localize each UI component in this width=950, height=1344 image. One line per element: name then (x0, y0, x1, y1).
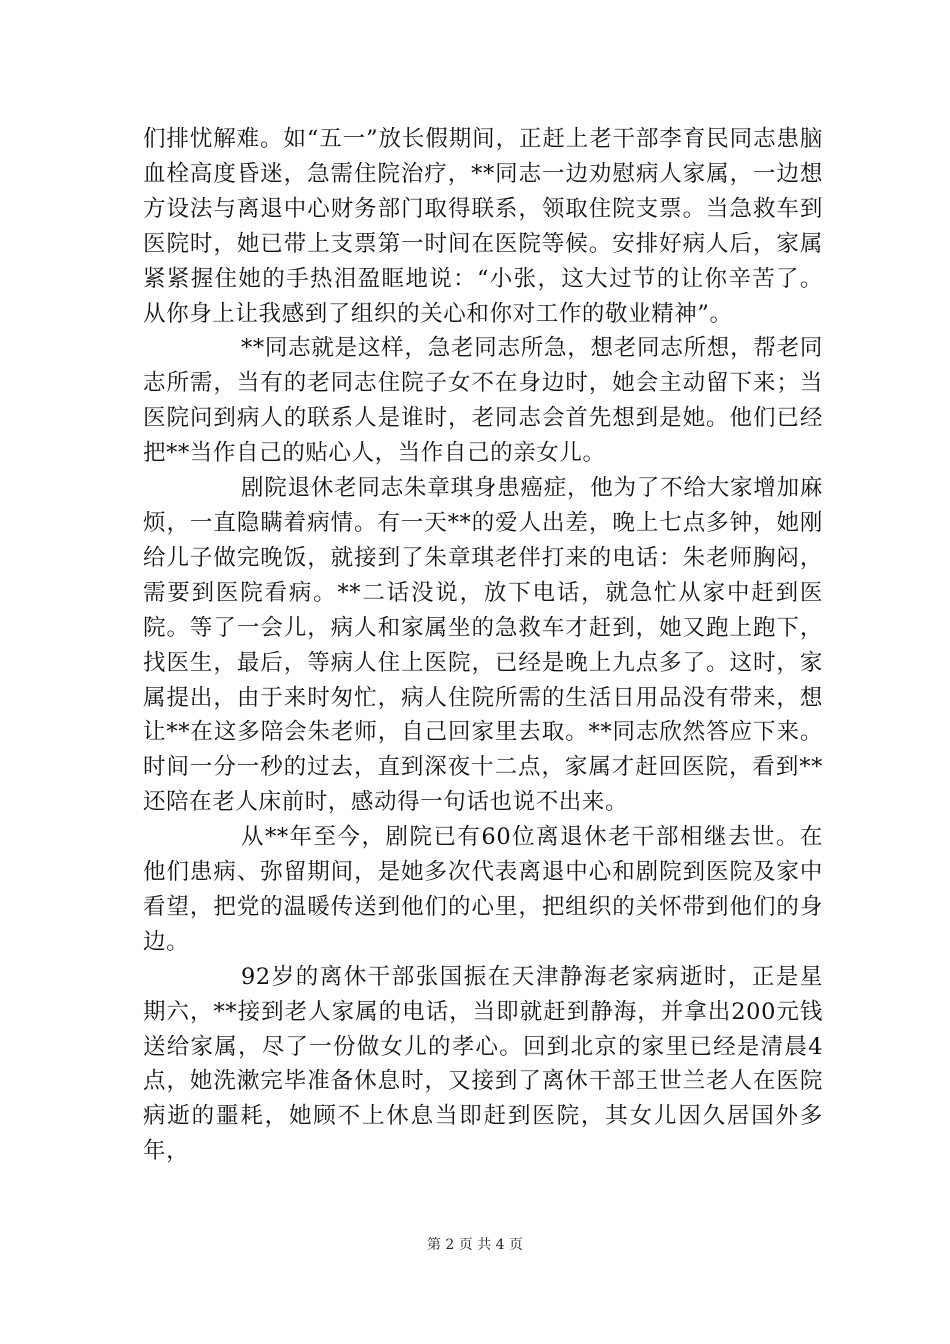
paragraph-5: 92岁的离休干部张国振在天津静海老家病逝时，正是星期六，**接到老人家属的电话，当即就赶到静海，并拿出200元钱送给家属，尽了一份做女儿的孝心。回到北京的家里已经是清晨4点，她洗漱完毕准备休息时，又接到了离休干部王世兰老人在医院病逝的噩耗，她顾不上休息当即赶到医院，其女儿因久居国外多年， (143, 963, 823, 1165)
paragraph-1: 们排忧解难。如“五一”放长假期间，正赶上老干部李育民同志患脑血栓高度昏迷，急需住院治疗，**同志一边劝慰病人家属，一边想方设法与离退中心财务部门取得联系，领取住院支票。当急救车到医院时，她已带上支票第一时间在医院等候。安排好病人后，家属紧紧握住她的手热泪盈眶地说：“小张，这大过节的让你辛苦了。从你身上让我感到了组织的关心和你对工作的敬业精神”。 (143, 126, 823, 327)
document-body (143, 122, 823, 1169)
paragraph-2: **同志就是这样，急老同志所急，想老同志所想，帮老同志所需，当有的老同志住院子女不在身边时，她会主动留下来；当医院问到病人的联系人是谁时，老同志会首先想到是她。他们已经把**当作自己的贴心人，当作自己的亲女儿。 (143, 335, 823, 467)
page-number-footer: 第 2 页 共 4 页 (426, 1237, 524, 1253)
paragraph-4: 从**年至今，剧院已有60位离退休老干部相继去世。在他们患病、弥留期间，是她多次代表离退中心和剧院到医院及家中看望，把党的温暖传送到他们的心里，把组织的关怀带到他们的身边。 (143, 824, 823, 955)
paragraph-3: 剧院退休老同志朱章琪身患癌症，他为了不给大家增加麻烦，一直隐瞒着病情。有一天**的爱人出差，晚上七点多钟，她刚给儿子做完晚饭，就接到了朱章琪老伴打来的电话：朱老师胸闷，需要到医院看病。**二话没说，放下电话，就急忙从家中赶到医院。等了一会儿，病人和家属坐的急救车才赶到，她又跑上跑下，找医生，最后，等病人住上医院，已经是晚上九点多了。这时，家属提出，由于来时匆忙，病人住院所需的生活日用品没有带来，想让**在这多陪会朱老师，自己回家里去取。**同志欣然答应下来。时间一分一秒的过去，直到深夜十二点，家属才赶回医院，看到**还陪在老人床前时，感动得一句话也说不出来。 (143, 475, 823, 816)
